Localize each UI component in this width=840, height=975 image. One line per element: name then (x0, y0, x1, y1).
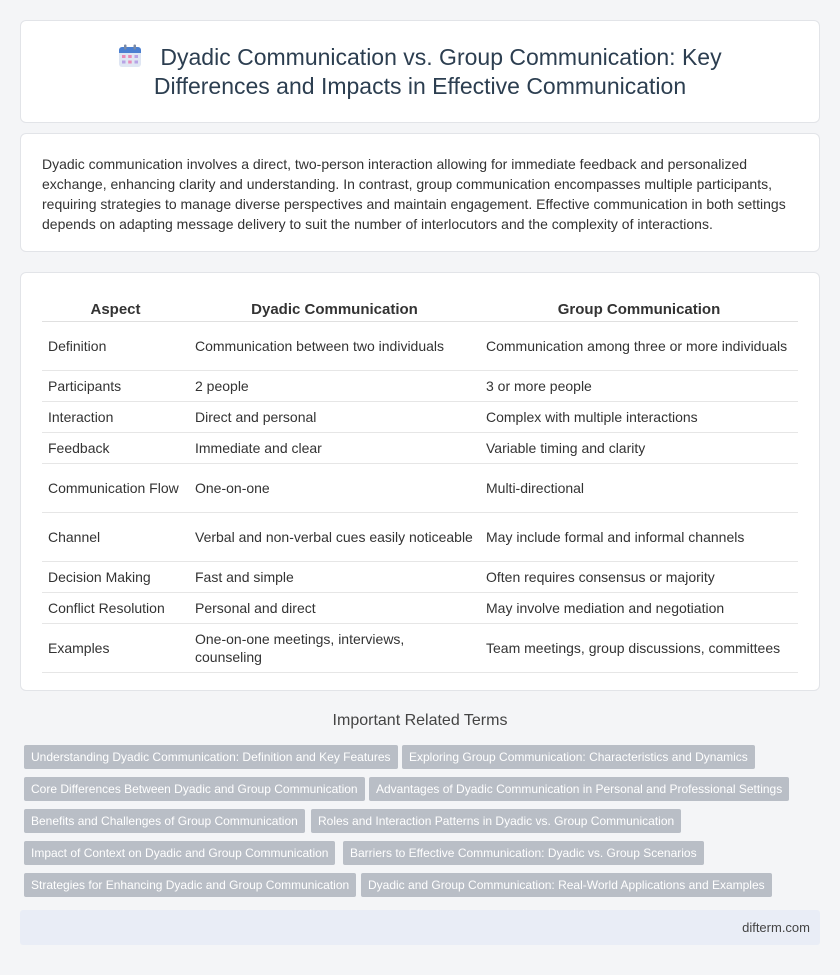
cell-aspect: Definition (42, 322, 189, 371)
cell-dyadic: Fast and simple (189, 562, 480, 593)
table-row (42, 593, 798, 624)
intro-paragraph: Dyadic communication involves a direct, two-person interaction allowing for immediate feedback and personalized exchange, enhancing clarity and understanding. In contrast, group communication encompasses multiple participants, requiring strategies to manage diverse perspectives and maintain engagement. Effective communication in both settings depends on adapting message delivery to suit the number of interlocutors and the complexity of interactions. (42, 156, 786, 232)
cell-aspect: Interaction (42, 402, 189, 433)
cell-group: 3 or more people (480, 371, 798, 402)
intro-card (20, 133, 820, 252)
cell-aspect: Conflict Resolution (42, 593, 189, 624)
related-tag-link[interactable]: Barriers to Effective Communication: Dyadic vs. Group Scenarios (343, 841, 704, 865)
cell-group: Multi-directional (480, 464, 798, 513)
cell-dyadic: Personal and direct (189, 593, 480, 624)
related-tag-link[interactable]: Benefits and Challenges of Group Communication (24, 809, 305, 833)
header-dyadic: Dyadic Communication (189, 295, 480, 322)
related-terms-title: Important Related Terms (332, 712, 508, 729)
cell-group: Team meetings, group discussions, committees (480, 624, 798, 673)
cell-dyadic: Verbal and non-verbal cues easily noticeable (189, 513, 480, 562)
table-row (42, 562, 798, 593)
comparison-card (20, 272, 820, 691)
related-tag-link[interactable]: Roles and Interaction Patterns in Dyadic vs. Group Communication (311, 809, 681, 833)
cell-group: Often requires consensus or majority (480, 562, 798, 593)
table-row (42, 322, 798, 371)
footer-site-link[interactable]: difterm.com (742, 920, 810, 935)
page-title-wrap (21, 43, 819, 101)
cell-group: Complex with multiple interactions (480, 402, 798, 433)
header-aspect: Aspect (42, 295, 189, 322)
cell-group: May include formal and informal channels (480, 513, 798, 562)
cell-group: May involve mediation and negotiation (480, 593, 798, 624)
related-tag-link[interactable]: Strategies for Enhancing Dyadic and Group Communication (24, 873, 356, 897)
comparison-table (42, 295, 798, 673)
related-tag-link[interactable]: Dyadic and Group Communication: Real-World Applications and Examples (361, 873, 772, 897)
cell-dyadic: Immediate and clear (189, 433, 480, 464)
cell-aspect: Channel (42, 513, 189, 562)
related-tag-link[interactable]: Exploring Group Communication: Characteristics and Dynamics (402, 745, 755, 769)
table-row (42, 402, 798, 433)
table-row (42, 464, 798, 513)
cell-dyadic: 2 people (189, 371, 480, 402)
cell-group: Communication among three or more individuals (480, 322, 798, 371)
page-title: Dyadic Communication vs. Group Communication: Key Differences and Impacts in Effective Communication (153, 44, 722, 99)
cell-dyadic: One-on-one (189, 464, 480, 513)
calendar-icon (118, 44, 142, 68)
title-card (20, 20, 820, 123)
related-tag-link[interactable]: Understanding Dyadic Communication: Definition and Key Features (24, 745, 398, 769)
table-row (42, 371, 798, 402)
cell-aspect: Participants (42, 371, 189, 402)
footer-bar (20, 910, 820, 945)
cell-group: Variable timing and clarity (480, 433, 798, 464)
related-tag-link[interactable]: Core Differences Between Dyadic and Group Communication (24, 777, 365, 801)
header-group: Group Communication (480, 295, 798, 322)
table-header-row (42, 295, 798, 322)
related-tag-link[interactable]: Advantages of Dyadic Communication in Personal and Professional Settings (369, 777, 789, 801)
table-row (42, 513, 798, 562)
table-row (42, 433, 798, 464)
cell-dyadic: Direct and personal (189, 402, 480, 433)
related-tag-link[interactable]: Impact of Context on Dyadic and Group Communication (24, 841, 335, 865)
cell-aspect: Feedback (42, 433, 189, 464)
cell-aspect: Examples (42, 624, 189, 673)
cell-aspect: Decision Making (42, 562, 189, 593)
cell-aspect: Communication Flow (42, 464, 189, 513)
cell-dyadic: One-on-one meetings, interviews, counseling (189, 624, 480, 673)
table-row (42, 624, 798, 673)
cell-dyadic: Communication between two individuals (189, 322, 480, 371)
